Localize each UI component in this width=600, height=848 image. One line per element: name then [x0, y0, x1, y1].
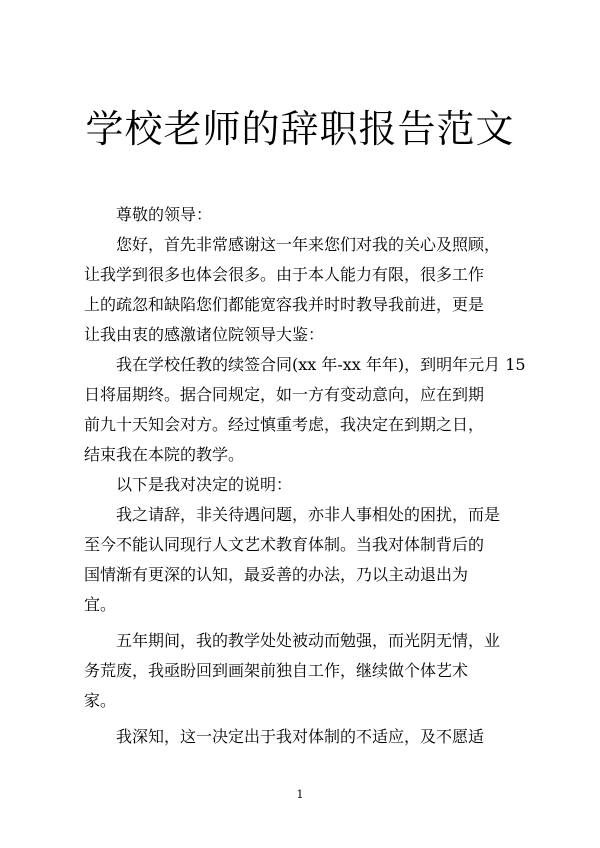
page-number: 1	[296, 788, 304, 801]
paragraph-6	[84, 722, 520, 752]
salutation-line: 尊敬的领导：	[116, 205, 213, 224]
paragraph-line: 以下是我对决定的说明：	[116, 475, 293, 494]
paragraph-line: 五年期间，我的教学处处被动而勉强，而光阴无情，业	[116, 631, 501, 650]
paragraph-line: 我之请辞，非关待遇问题，亦非人事相处的困扰，而是	[116, 505, 501, 524]
paragraph-5	[84, 626, 520, 716]
paragraph-line: 上的疏忽和缺陷您们都能宽容我并时时教导我前进，更是	[84, 295, 485, 314]
paragraph-line: 您好，首先非常感谢这一年来您们对我的关心及照顾，	[116, 235, 501, 254]
document-title: 学校老师的辞职报告范文	[85, 107, 515, 151]
paragraph-line: 家。	[84, 691, 117, 710]
paragraph-line: 宜。	[84, 595, 117, 614]
paragraph-3	[84, 470, 520, 500]
paragraph-line: 我在学校任教的续签合同(xx 年-xx 年年)，到明年元月 15	[116, 355, 526, 374]
paragraph-line: 至今不能认同现行人文艺术教育体制。当我对体制背后的	[84, 535, 485, 554]
paragraph-1	[84, 230, 520, 350]
paragraph-line: 日将届期终。据合同规定，如一方有变动意向，应在到期	[84, 385, 485, 404]
paragraph-line: 务荒废，我亟盼回到画架前独自工作，继续做个体艺术	[84, 661, 469, 680]
paragraph-line: 让我由衷的感激诸位院领导大鉴：	[84, 325, 325, 344]
paragraph-line: 前九十天知会对方。经过慎重考虑，我决定在到期之日，	[84, 415, 485, 434]
paragraph-line: 我深知，这一决定出于我对体制的不适应，及不愿适	[116, 727, 485, 746]
salutation	[84, 200, 520, 230]
paragraph-4	[84, 500, 520, 620]
paragraph-line: 国情渐有更深的认知，最妥善的办法，乃以主动退出为	[84, 565, 469, 584]
document-body	[84, 200, 526, 752]
paragraph-2	[84, 350, 526, 470]
paragraph-line: 让我学到很多也体会很多。由于本人能力有限，很多工作	[84, 265, 485, 284]
paragraph-line: 结束我在本院的教学。	[84, 445, 245, 464]
